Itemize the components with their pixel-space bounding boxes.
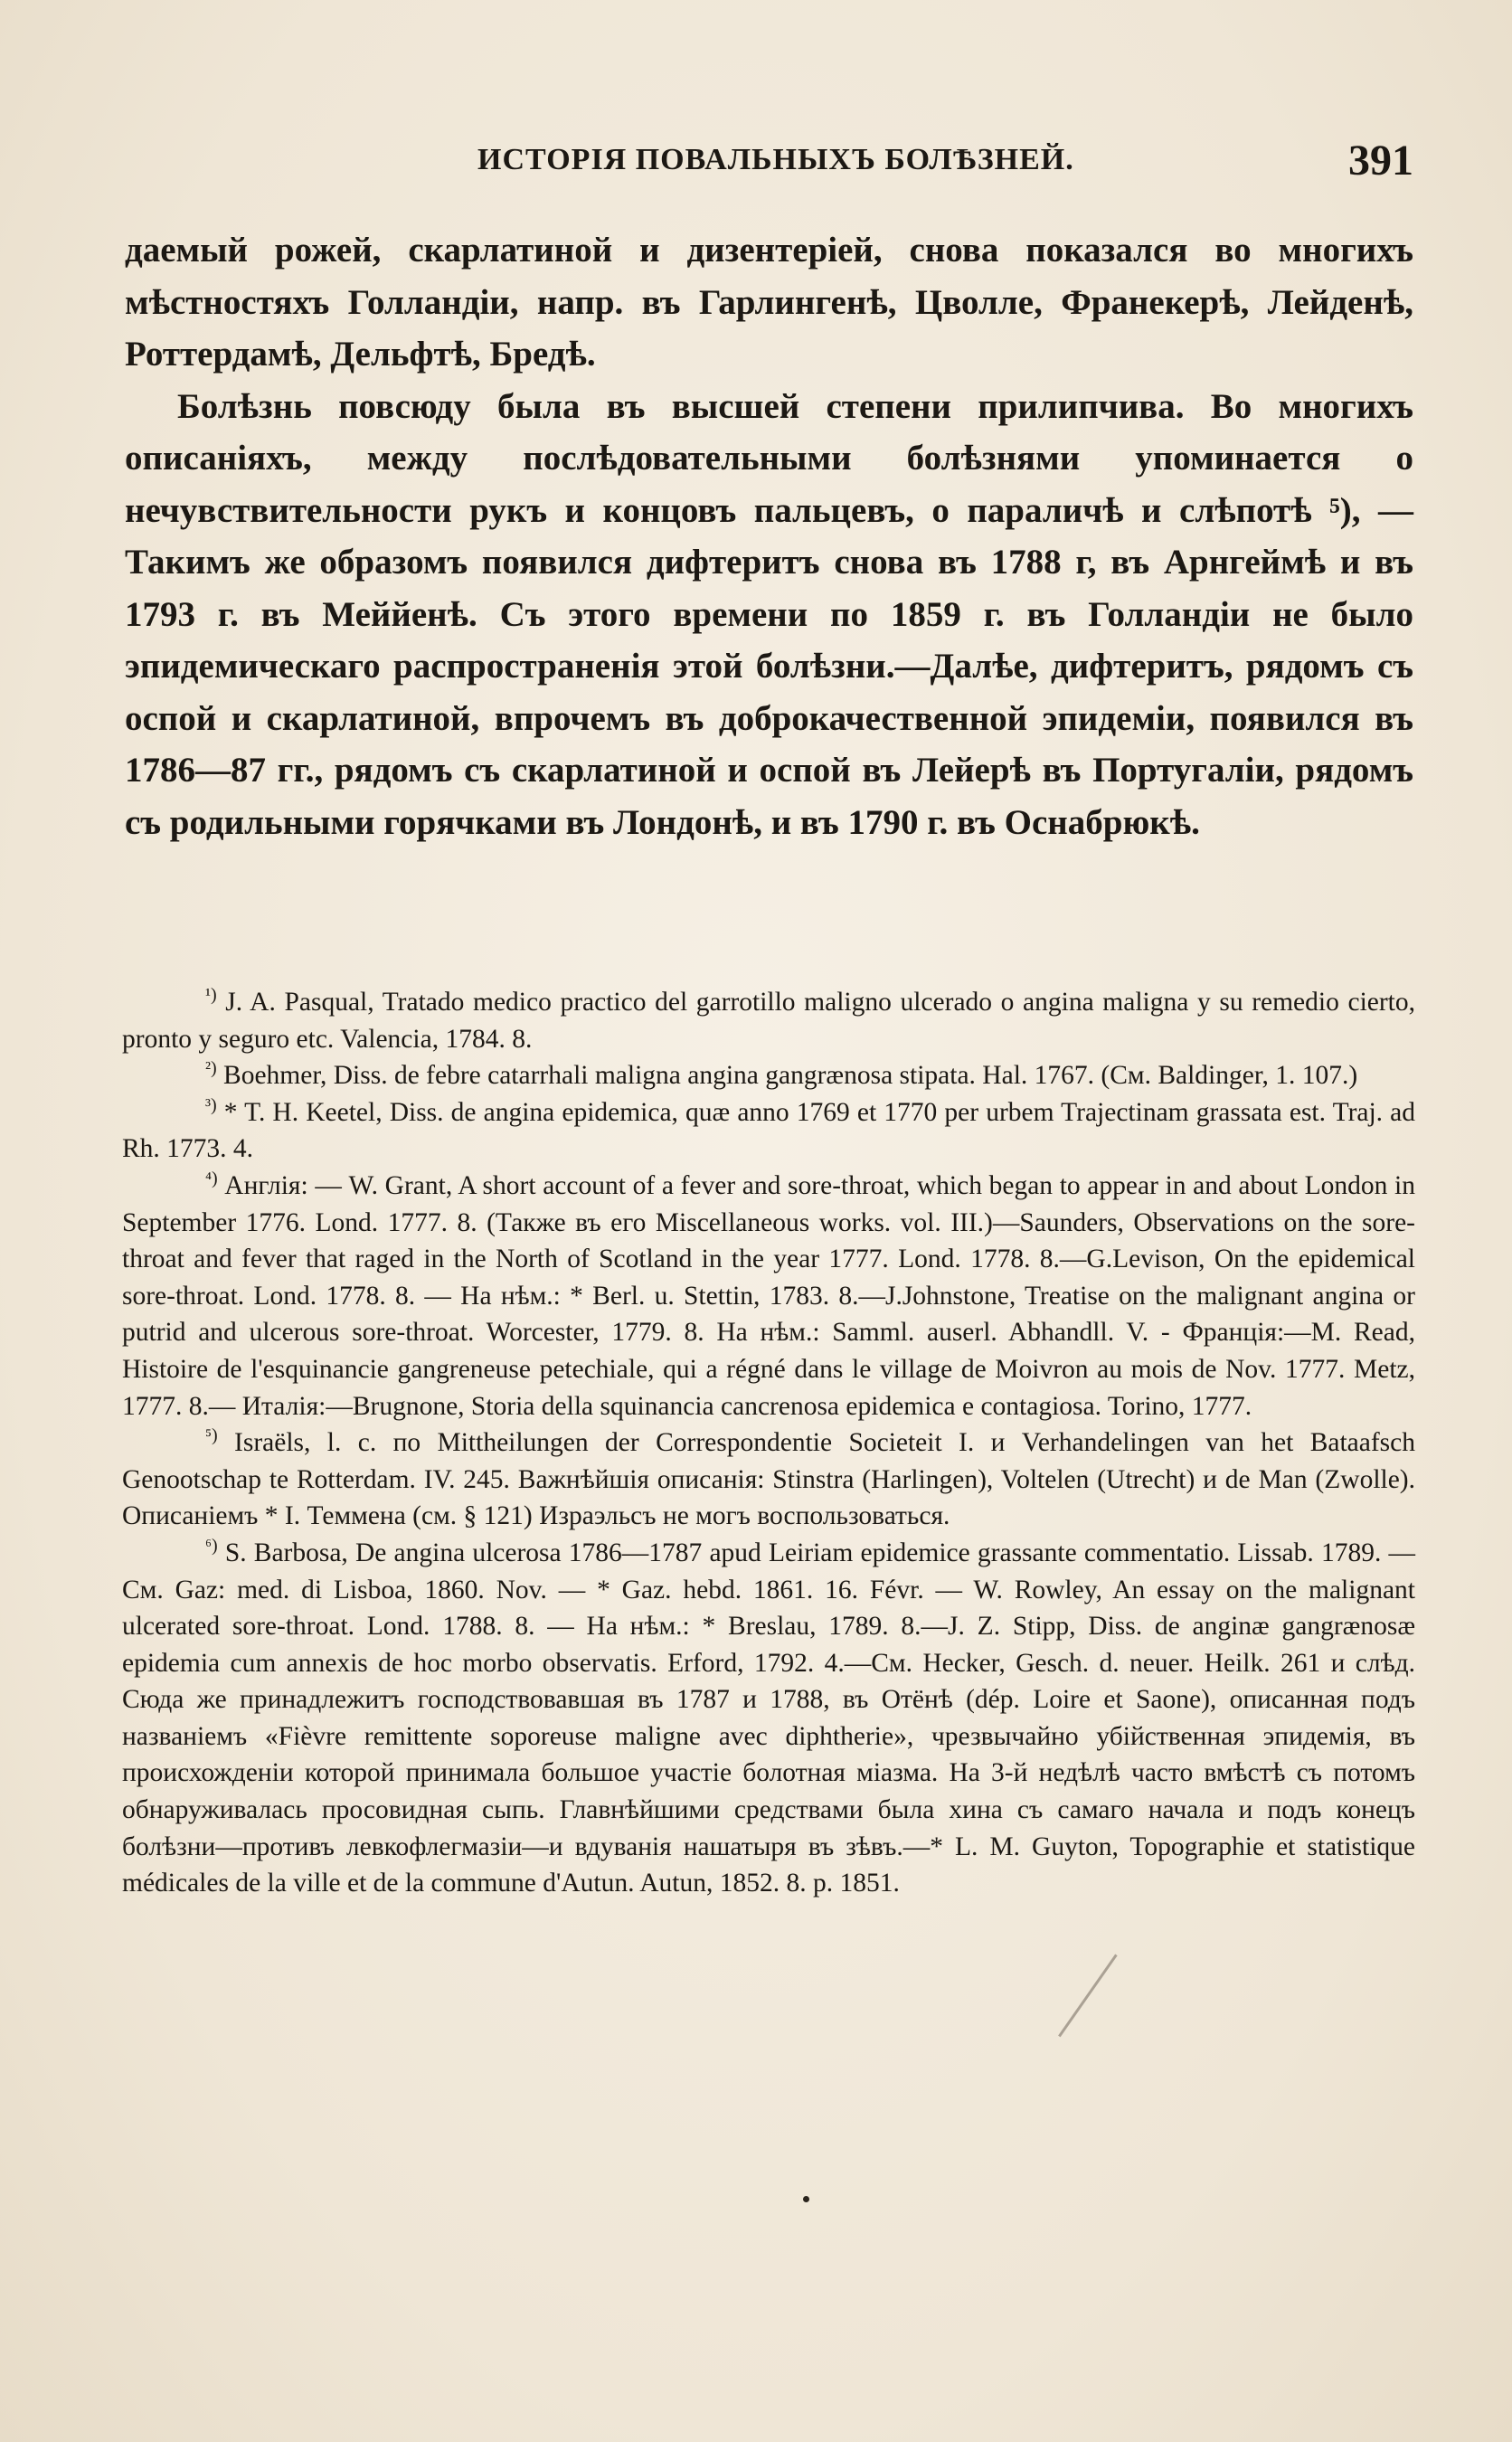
paragraph-2: Болѣзнь повсюду была въ высшей степени прилипчива. Во многихъ описаніяхъ, между послѣдовательными болѣзнями упоминается о нечувствительности рукъ и концовъ пальцевъ, о параличѣ и слѣпотѣ ⁵), — Такимъ же образомъ появился дифтеритъ снова въ 1788 г, въ Арнгеймѣ и въ 1793 г. въ Меййенѣ. Съ этого времени по 1859 г. въ Голландіи не было эпидемическаго распространенія этой болѣзни.—Далѣе, дифтеритъ, рядомъ съ оспой и скарлатиной, впрочемъ въ доброкачественной эпидеміи, появился въ 1786—87 гг., рядомъ съ скарлатиной и оспой въ Лейерѣ въ Португаліи, рядомъ съ родильными горячками въ Лондонѣ, и въ 1790 г. въ Оснабрюкѣ. [125,386,1413,842]
footnote-mark: ³) [205,1094,217,1115]
footnote-mark: ²) [205,1058,217,1079]
footnote-text: Israëls, l. c. по Mittheilungen der Correspondentie Societeit I. и Verhandelingen van het Bataafsch Genootschap te Rotterdam. IV. 245. Важнѣйшія описанія: Stinstra (Harlingen), Voltelen (Utrecht) и de Man (Zwolle). Описаніемъ * I. Теммена (см. § 121) Израэльсъ не могъ воспользоваться. [122,1428,1416,1531]
footnote-text: S. Barbosa, De angina ulcerosa 1786—1787 apud Leiriam epidemice grassante commentatio. Lissab. 1789. — См. Gaz: med. di Lisboa, 1860. Nov. — * Gaz. hebd. 1861. 16. Févr. — W. Rowley, An essay on the malignant ulcerated sore-throat. Lond. 1788. 8. — На нѣм.: * Breslau, 1789. 8.—J. Z. Stipp, Diss. de anginæ gangrænosæ epidemia cum annexis de hoc morbo observatis. Erford, 1792. 4.—См. Hecker, Gesch. d. neuer. Heilk. 261 и слѣд. Сюда же принадлежитъ господствовавшая въ 1787 и 1788, въ Отёнѣ (dép. Loire et Saone), описанная подъ названіемъ «Fièvre remittente soporeuse maligne avec diphtherie», чрезвычайно убійственная эпидемія, въ происхожденіи которой принимала большое участіе болотная міазма. На 3-й недѣлѣ часто вмѣстѣ съ потомъ обнаруживалась просовидная сыпь. Главнѣйшими средствами была хина съ самаго начала и подъ конецъ болѣзни—противъ левкофлегмазіи—и вдуванія нашатыря въ зѣвъ.—* L. M. Guyton, Topographie et statistique médicales de la ville et de la commune d'Autun. Autun, 1852. 8. p. 1851. [122,1538,1415,1898]
footnote-text: Boehmer, Diss. de febre catarrhali maligna angina gangrænosa stipata. Hal. 1767. (См. Baldinger, 1. 107.) [223,1061,1358,1091]
footnote-text: J. A. Pasqual, Tratado medico practico del garrotillo maligno ulcerado o angina maligna y su remedio cierto, pronto y seguro etc. Valencia, 1784. 8. [122,988,1416,1054]
footnote-5 [122,1424,1415,1535]
footnote-2 [122,1057,1415,1094]
footnote-text: * T. H. Keetel, Diss. de angina epidemica, quæ anno 1769 et 1770 per urbem Trajectinam grassata est. Traj. ad Rh. 1773. 4. [122,1097,1416,1164]
footnote-mark: ⁵) [205,1425,218,1446]
ink-smudge [1028,1934,1117,2038]
footnote-1 [122,984,1415,1057]
footnote-text: Англія: — W. Grant, A short account of a fever and sore-throat, which began to appear in and about London in September 1776. Lond. 1777. 8. (Также въ его Miscellaneous works. vol. III.)—Saunders, Observations on the sore-throat and fever that raged in the North of Scotland in the year 1777. Lond. 1778. 8.—G.Levison, On the epidemical sore-throat. Lond. 1778. 8. — На нѣм.: * Berl. u. Stettin, 1783. 8.—J.Johnstone, Treatise on the malignant angina or putrid and ulcerous sore-throat. Worcester, 1779. 8. На нѣм.: Samml. auserl. Abhandll. V. - Франція:—M. Read, Histoire de l'esquinancie gangreneuse petechiale, qui a régné dans le village de Moivron au mois de Nov. 1777. Metz, 1777. 8.— Италія:—Brugnone, Storia della squinancia cancrenosa epidemica e contagiosa. Torino, 1777. [122,1170,1415,1421]
footnote-mark: ⁴) [205,1169,218,1189]
footnote-3 [122,1094,1415,1168]
footnote-6 [122,1535,1415,1902]
main-text [125,224,1413,848]
footnotes [122,984,1415,1902]
paragraph-1: даемый рожей, скарлатиной и дизентеріей, снова показался во многихъ мѣстностяхъ Голландіи, напр. въ Гарлингенѣ, Цволле, Франекерѣ, Лейденѣ, Роттердамѣ, Дельфтѣ, Бредѣ. [125,231,1413,374]
footnote-4 [122,1168,1415,1424]
footnote-mark: ¹) [205,985,217,1006]
ink-dot [803,2196,809,2202]
running-head: ИСТОРІЯ ПОВАЛЬНЫХЪ БОЛѢЗНЕЙ. [477,143,1074,176]
page-number: 391 [1348,137,1413,185]
page-header [125,136,1413,190]
footnote-mark: ⁶) [205,1536,218,1557]
